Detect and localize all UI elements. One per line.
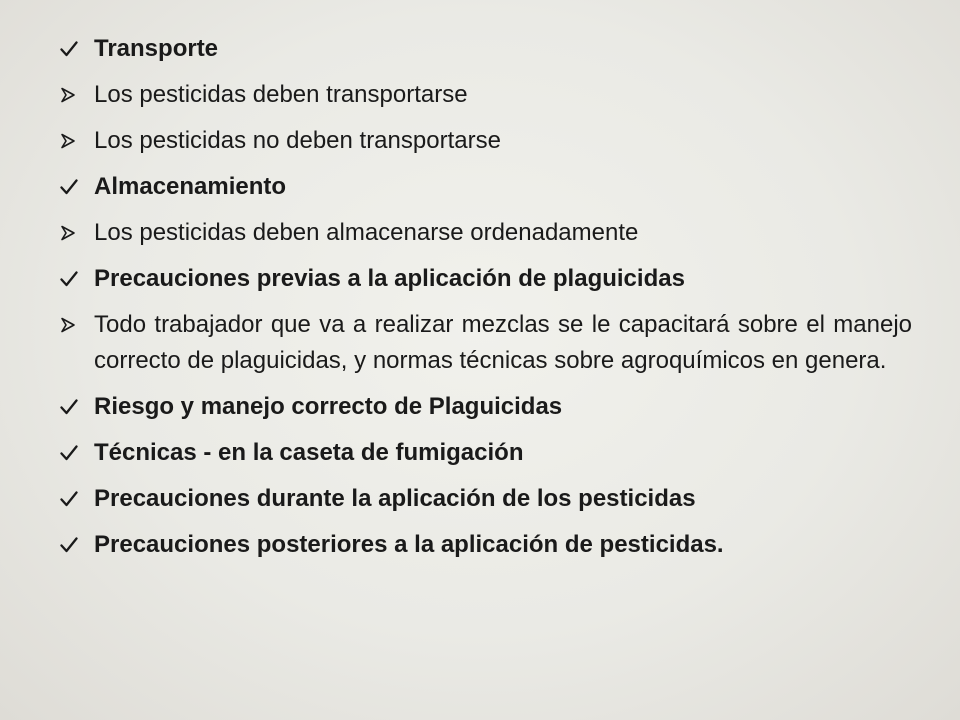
list-item-trabajador-capacitacion bbox=[60, 307, 912, 379]
arrow-bullet-icon bbox=[60, 215, 94, 251]
list-item-no-deben-transportarse bbox=[60, 123, 912, 159]
list-item-text: Los pesticidas no deben transportarse bbox=[94, 127, 501, 154]
check-icon bbox=[60, 169, 94, 205]
arrow-bullet-icon bbox=[60, 123, 94, 159]
list-item-text: Técnicas - en la caseta de fumigación bbox=[94, 439, 524, 466]
list-item-almacenamiento bbox=[60, 169, 912, 205]
list-item-precauciones-durante bbox=[60, 481, 912, 517]
list-item-precauciones-posteriores bbox=[60, 527, 912, 563]
list-item-text: Almacenamiento bbox=[94, 173, 287, 200]
list-item-transporte bbox=[60, 31, 912, 67]
list-item-precauciones-previas bbox=[60, 261, 912, 297]
list-item-text: Precauciones durante la aplicación de los pesticidas bbox=[94, 485, 696, 512]
check-icon bbox=[60, 481, 94, 517]
list-item-text: Los pesticidas deben almacenarse ordenadamente bbox=[94, 219, 639, 246]
list-item-text: Precauciones previas a la aplicación de plaguicidas bbox=[94, 265, 685, 292]
list-item-riesgo-manejo bbox=[60, 389, 912, 425]
list-item-deben-transportarse bbox=[60, 77, 912, 113]
list-item-text: Transporte bbox=[94, 35, 219, 62]
arrow-bullet-icon bbox=[60, 307, 94, 343]
check-icon bbox=[60, 31, 94, 67]
bullet-list bbox=[60, 31, 912, 573]
list-item-text: Precauciones posteriores a la aplicación de pesticidas. bbox=[94, 531, 724, 558]
check-icon bbox=[60, 389, 94, 425]
arrow-bullet-icon bbox=[60, 77, 94, 113]
list-item-almacenarse-ordenadamente bbox=[60, 215, 912, 251]
list-item-text: Riesgo y manejo correcto de Plaguicidas bbox=[94, 393, 563, 420]
list-item-text: Los pesticidas deben transportarse bbox=[94, 81, 468, 108]
check-icon bbox=[60, 527, 94, 563]
list-item-tecnicas-caseta bbox=[60, 435, 912, 471]
list-item-text: Todo trabajador que va a realizar mezclas se le capacitará sobre el manejo correcto de plaguicidas, y normas técnicas sobre agroquímicos en genera. bbox=[94, 311, 912, 374]
check-icon bbox=[60, 435, 94, 471]
check-icon bbox=[60, 261, 94, 297]
